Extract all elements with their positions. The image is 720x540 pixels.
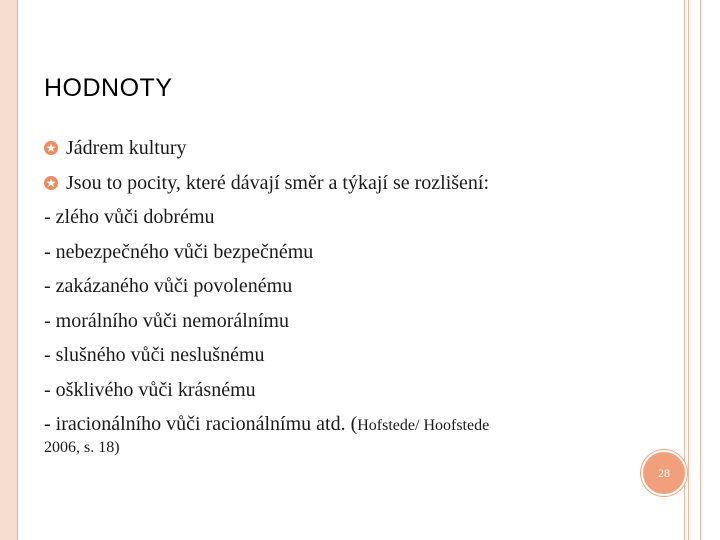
dash-line: - nebezpečného vůči bezpečnému: [44, 240, 314, 263]
slide-body: [44, 131, 664, 458]
left-border-line: [17, 0, 18, 540]
dash-line: - zakázaného vůči povolenému: [44, 275, 293, 297]
right-border-line: [700, 0, 701, 540]
dash-line-with-citation: [44, 407, 664, 438]
dash-line-text: - iracionálního vůči racionálnímu atd. (: [44, 413, 358, 435]
slide-title: HODNOTY: [44, 74, 173, 102]
bullet-text: Jádrem kultury: [66, 137, 187, 159]
dash-line: - morálního vůči nemorálnímu: [44, 309, 289, 332]
star-bullet-icon: [44, 176, 66, 190]
dash-line: - slušného vůči neslušnému: [44, 344, 265, 366]
citation-year: 2006, s. 18): [44, 439, 120, 456]
page-number-badge: 28: [641, 450, 687, 496]
star-bullet-icon: [44, 141, 66, 155]
bullet-item: [44, 166, 664, 201]
right-border-line: [684, 0, 685, 540]
bullet-item: [44, 131, 664, 166]
dash-line: - zlého vůči dobrému: [44, 206, 215, 228]
left-border-band: [0, 0, 17, 540]
bullet-text: Jsou to pocity, které dávají směr a týkají se rozlišení:: [66, 171, 490, 194]
dash-line: - ošklivého vůči krásnému: [44, 378, 256, 401]
citation-authors: Hofstede/ Hoofstede: [357, 417, 490, 434]
right-border-line: [688, 0, 689, 540]
